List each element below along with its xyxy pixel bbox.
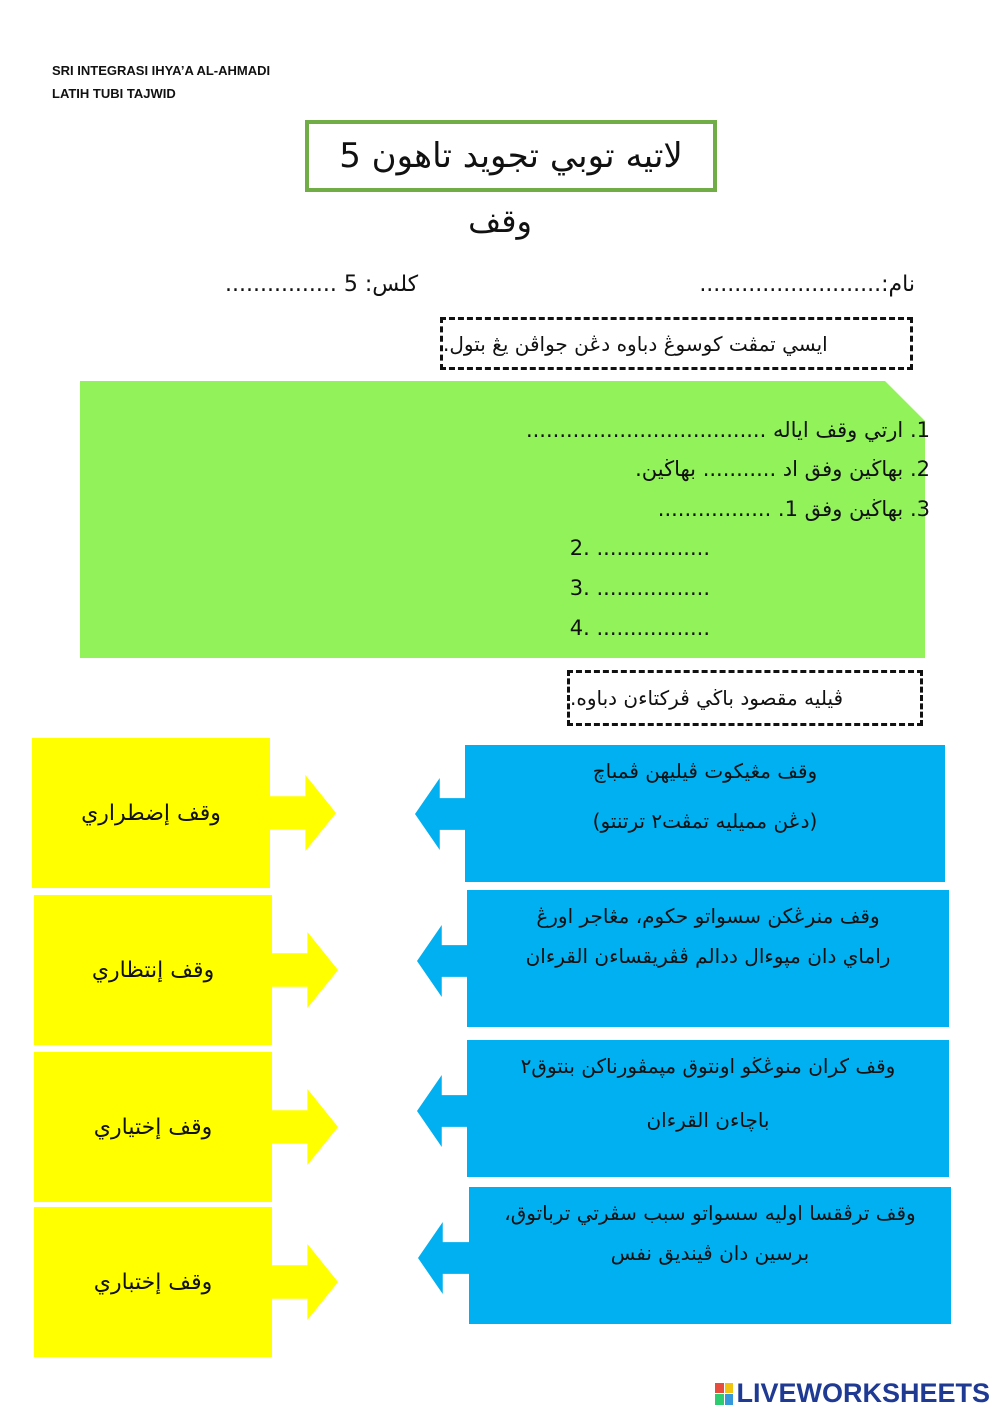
arrow-right-icon [270, 1244, 338, 1320]
answer-label: 2. ................. [569, 536, 710, 560]
definition-line: باچاءن القرءان [646, 1108, 770, 1132]
term-box-2[interactable]: وقف إنتظاري [34, 895, 272, 1045]
instruction-match: ڤيليه مقصود باڬي ڤركتاءن دباوه. [567, 670, 923, 726]
arrow-left-icon [417, 925, 472, 997]
term-box-3[interactable]: وقف إختياري [34, 1052, 272, 1202]
worksheet-title: لاتيه توبي تجويد تاهون 5 [305, 120, 717, 192]
definition-box-3[interactable] [467, 1040, 949, 1177]
subject-name: LATIH TUBI TAJWID [52, 86, 176, 101]
definition-line: راماي دان مپوءال ددالم ڤڤريقساءن القرءان [525, 944, 891, 968]
arrow-left-icon [417, 1075, 472, 1147]
definition-line: وقف مڠيكوت ڤيليهن ڤمباچ [592, 759, 818, 783]
definition-line: برسين دان ڤينديق نفس [610, 1241, 810, 1265]
answer-label: 4. ................. [569, 616, 710, 640]
term-box-1[interactable]: وقف إضطراري [32, 738, 270, 888]
school-name: SRI INTEGRASI IHYA’A AL-AHMADI [52, 63, 271, 78]
definition-line: (دڠن مميليه تمڤت٢ ترتنتو) [592, 809, 818, 833]
definition-box-1[interactable] [465, 745, 945, 882]
arrow-right-icon [270, 932, 338, 1008]
class-field[interactable]: كلس: 5 ................ [225, 272, 419, 297]
definition-line: وقف ترڤقسا اوليه سسواتو سبب سڤرتي ترباتوق، [504, 1201, 916, 1225]
answer-line-2[interactable] [570, 536, 710, 560]
logo-icon [715, 1383, 733, 1405]
arrow-right-icon [270, 1089, 338, 1165]
answer-label: 3. ................. [569, 576, 710, 600]
question-1[interactable]: 1. ارتي وقف اياله .................................... [525, 418, 930, 442]
logo-text: LIVEWORKSHEETS [736, 1378, 990, 1408]
arrow-right-icon [268, 775, 336, 851]
answer-line-4[interactable] [570, 616, 710, 640]
arrow-left-icon [415, 778, 470, 850]
question-2[interactable]: 2. بهاڬين وفق اد ........... بهاڬين. [635, 457, 930, 481]
instruction-fill-blanks: ايسي تمڤت كوسوڠ دباوه دڠن جواڤن يڠ بتول. [440, 317, 913, 370]
term-box-4[interactable]: وقف إختباري [34, 1207, 272, 1357]
definition-line: وقف منرڠكن سسواتو حكوم، مڠاجر اورڠ [536, 904, 880, 928]
question-3[interactable]: 3. بهاڬين وفق 1. ................. [657, 497, 930, 521]
arrow-left-icon [418, 1222, 473, 1294]
definition-box-2[interactable] [467, 890, 949, 1027]
definition-line: وقف كران منوڠڬو اونتوق مپمڤورناكن بنتوق٢ [520, 1054, 896, 1078]
liveworksheets-logo [715, 1378, 990, 1409]
definition-box-4[interactable] [469, 1187, 951, 1324]
answer-line-3[interactable] [570, 576, 710, 600]
name-field[interactable]: نام:.......................... [699, 272, 915, 297]
topic-title: وقف [468, 202, 532, 240]
